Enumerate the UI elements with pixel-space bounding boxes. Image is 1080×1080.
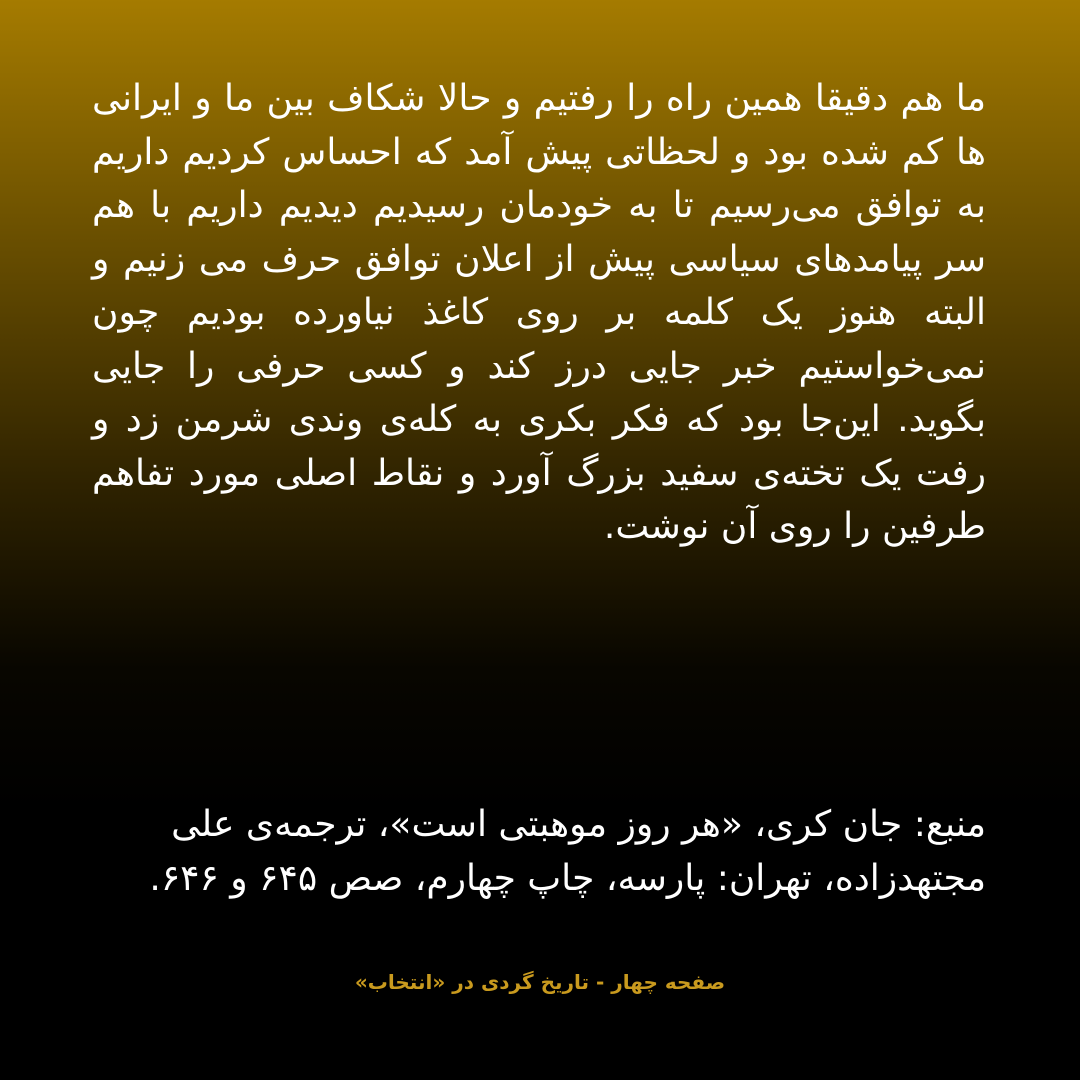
main-paragraph: ما هم دقیقا همین راه را رفتیم و حالا شکاف بین ما و ایرانی ها کم شده بود و لحظاتی پیش آمد که احساس کردیم داریم به توافق می‌رسیم تا به خودمان رسیدیم دیدیم داریم با هم سر پیامدهای سیاسی پیش از اعلان توافق حرف می زنیم و البته هنوز یک کلمه بر روی کاغذ نیاورده بودیم چون نمی‌خواستیم خبر جایی درز کند و کسی حرفی را جایی بگوید. این‌جا بود که فکر بکری به کله‌ی وندی شرمن زد و رفت یک تخته‌ی سفید بزرگ آورد و نقاط اصلی مورد تفاهم طرفین را روی آن نوشت. (92, 78, 986, 547)
footer-label: صفحه چهار - تاریخ گردی در «انتخاب» (354, 970, 726, 994)
source-citation: منبع: جان کری، «هر روز موهبتی است»، ترجمه‌ی علی مجتهدزاده، تهران: پارسه، چاپ چهارم، صص ۶۴۵ و ۶۴۶. (149, 804, 986, 899)
